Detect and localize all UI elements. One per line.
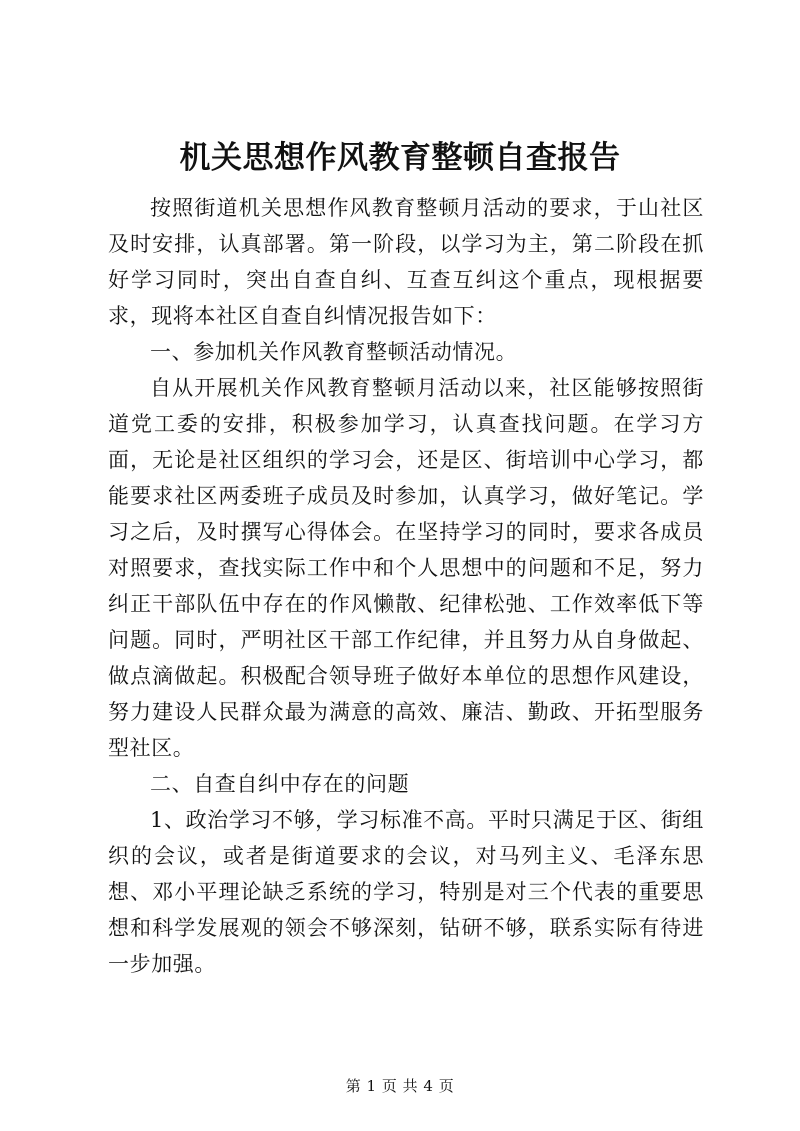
page-number-footer: 第 1 页 共 4 页 xyxy=(345,1077,455,1095)
problem-item-1: 1、政治学习不够，学习标准不高。平时只满足于区、街组织的会议，或者是街道要求的会议，对马列主义、毛泽东思想、邓小平理论缺乏系统的学习，特别是对三个代表的重要思想和科学发展观的领会不够深刻，钻研不够，联系实际有待进一步加强。 xyxy=(108,808,704,976)
document-title: 机关思想作风教育整顿自查报告 xyxy=(179,140,621,176)
section-heading-2: 二、自查自纠中存在的问题 xyxy=(150,772,410,796)
section-1-paragraph: 自从开展机关作风教育整顿月活动以来，社区能够按照街道党工委的安排，积极参加学习，认真查找问题。在学习方面，无论是社区组织的学习会，还是区、街培训中心学习，都能要求社区两委班子成员及时参加，认真学习，做好笔记。学习之后，及时撰写心得体会。在坚持学习的同时，要求各成员对照要求，查找实际工作中和个人思想中的问题和不足，努力纠正干部队伍中存在的作风懒散、纪律松弛、工作效率低下等问题。同时，严明社区干部工作纪律，并且努力从自身做起、做点滴做起。积极配合领导班子做好本单位的思想作风建设，努力建设人民群众最为满意的高效、廉洁、勤政、开拓型服务型社区。 xyxy=(108,376,704,760)
document-body xyxy=(108,190,704,982)
intro-paragraph: 按照街道机关思想作风教育整顿月活动的要求，于山社区及时安排，认真部署。第一阶段，以学习为主，第二阶段在抓好学习同时，突出自查自纠、互查互纠这个重点，现根据要求，现将本社区自查自纠情况报告如下： xyxy=(108,196,704,328)
section-heading-1: 一、参加机关作风教育整顿活动情况。 xyxy=(150,340,518,364)
